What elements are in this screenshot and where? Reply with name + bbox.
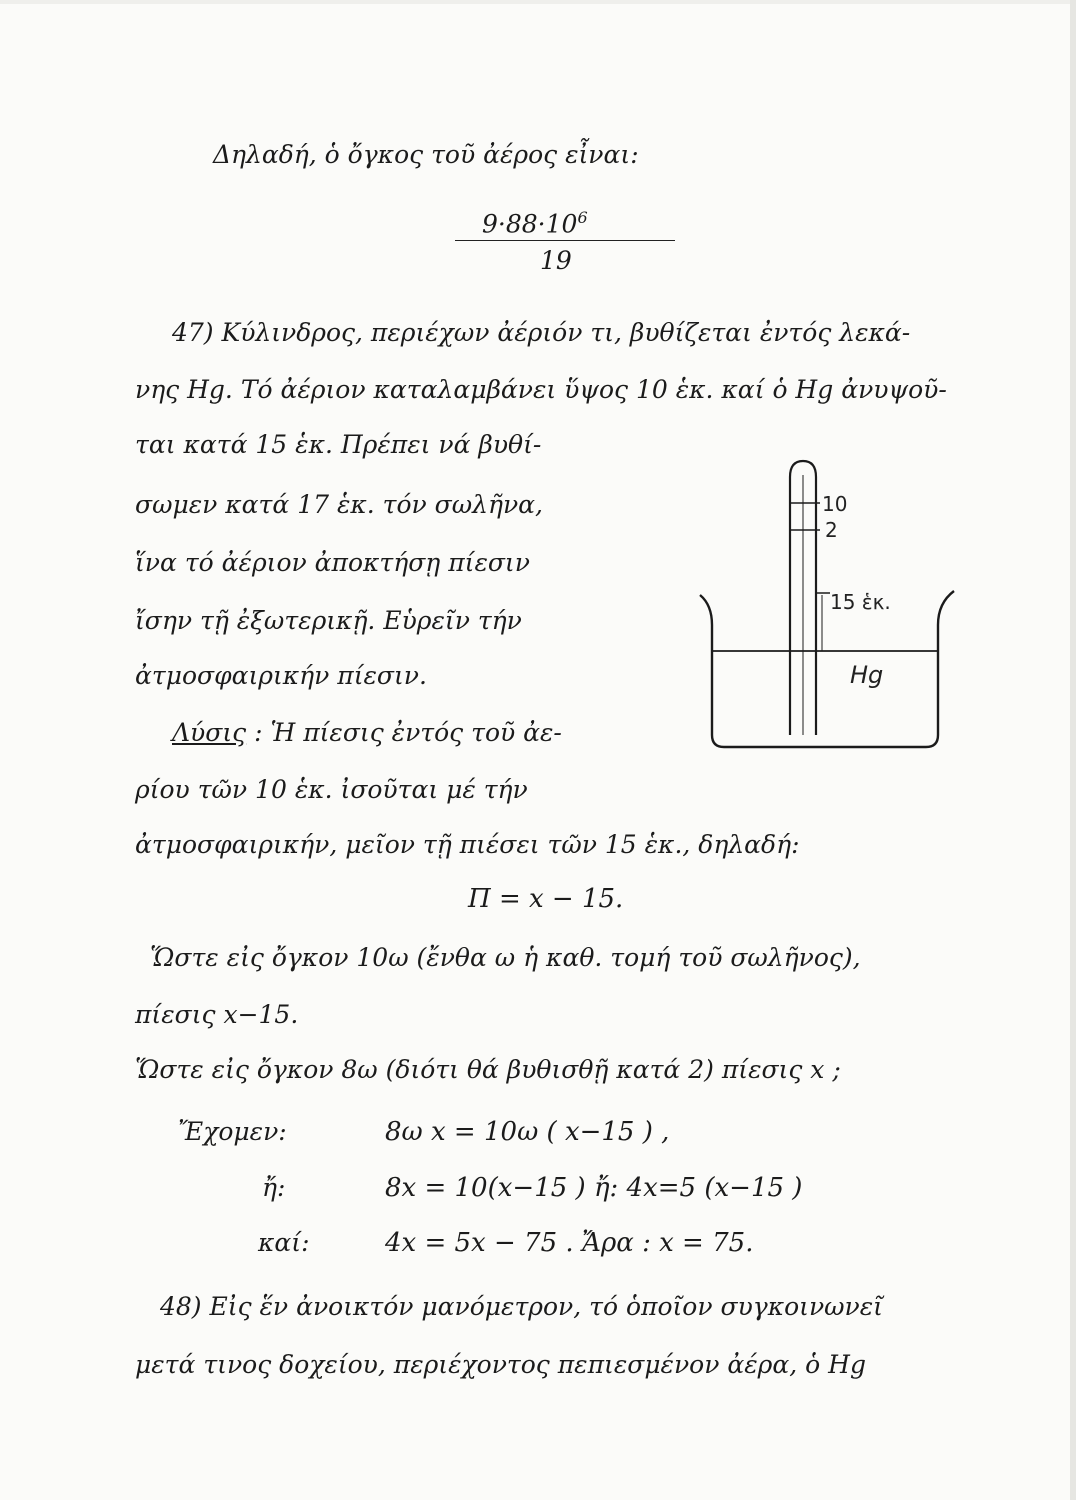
label-15: 15 ἑκ.: [830, 590, 891, 614]
text-line-10: ρίου τῶν 10 ἑκ. ἰσοῦται μέ τήν: [135, 775, 528, 804]
text-line-problem-47: 47) Κύλινδρος, περιέχων ἀέριόν τι, βυθίζεται ἐντός λεκά-: [172, 318, 911, 347]
equation-label-1: Ἔχομεν:: [178, 1117, 287, 1146]
text-line-1: Δηλαδή, ὁ ὄγκος τοῦ ἀέρος εἶναι:: [213, 140, 639, 169]
equation-label-3: καί:: [258, 1228, 310, 1257]
fraction-bar: [455, 240, 675, 241]
equation-2: 8x = 10(x−15 ) ἤ: 4x=5 (x−15 ): [385, 1173, 803, 1203]
text-line-15: Ὥστε εἰς ὄγκον 8ω (διότι θά βυθισθῇ κατά 2) πίεσις x ;: [135, 1055, 841, 1084]
solution-line: [172, 718, 562, 748]
text-line-4: ται κατά 15 ἑκ. Πρέπει νά βυθί-: [135, 430, 542, 459]
text-line-3: νης Hg. Τό ἀέριον καταλαμβάνει ὕψος 10 ἑκ. καί ὁ Hg ἀνυψοῦ-: [135, 375, 947, 404]
basin-outline: [700, 591, 954, 747]
fraction-numerator-base: 9·88·10: [482, 209, 578, 239]
label-10: 10: [822, 492, 848, 516]
text-line-11: ἀτμοσφαιρικήν, μεῖον τῇ πιέσει τῶν 15 ἑκ., δηλαδή:: [135, 830, 800, 859]
equation-pi: Π = x − 15.: [468, 884, 624, 914]
equation-3: 4x = 5x − 75 . Ἄρα : x = 75.: [385, 1228, 754, 1258]
equation-label-2: ἤ:: [262, 1173, 286, 1202]
label-2: 2: [825, 518, 838, 542]
label-hg: Hg: [850, 661, 884, 689]
page-top-edge: [0, 0, 1076, 4]
text-line-14: πίεσις x−15.: [135, 1000, 299, 1029]
text-line-8: ἀτμοσφαιρικήν πίεσιν.: [135, 661, 427, 690]
equation-1: 8ω x = 10ω ( x−15 ) ,: [385, 1117, 670, 1147]
text-line-6: ἵνα τό ἀέριον ἀποκτήσῃ πίεσιν: [135, 548, 530, 577]
fraction-exponent: 6: [577, 208, 588, 227]
text-line-20: μετά τινος δοχείου, περιέχοντος πεπιεσμένον ἀέρα, ὁ Hg: [135, 1350, 866, 1379]
text-line-7: ἴσην τῇ ἐξωτερικῇ. Εὑρεῖν τήν: [135, 606, 522, 635]
solution-line-rest: : Ἡ πίεσις ἐντός τοῦ ἀε-: [254, 718, 562, 747]
solution-label: Λύσις: [172, 718, 247, 747]
text-line-5: σωμεν κατά 17 ἑκ. τόν σωλῆνα,: [135, 490, 543, 519]
page-right-edge: [1070, 0, 1076, 1500]
fraction-numerator: [482, 203, 588, 239]
text-line-problem-48: 48) Εἰς ἕν ἀνοικτόν μανόμετρον, τό ὁποῖον συγκοινωνεῖ: [160, 1292, 883, 1321]
fraction-denominator: 19: [540, 246, 572, 275]
text-line-13: Ὥστε εἰς ὄγκον 10ω (ἔνθα ω ἡ καθ. τομή τοῦ σωλῆνος),: [150, 943, 861, 972]
tube-basin-diagram: [690, 455, 970, 755]
